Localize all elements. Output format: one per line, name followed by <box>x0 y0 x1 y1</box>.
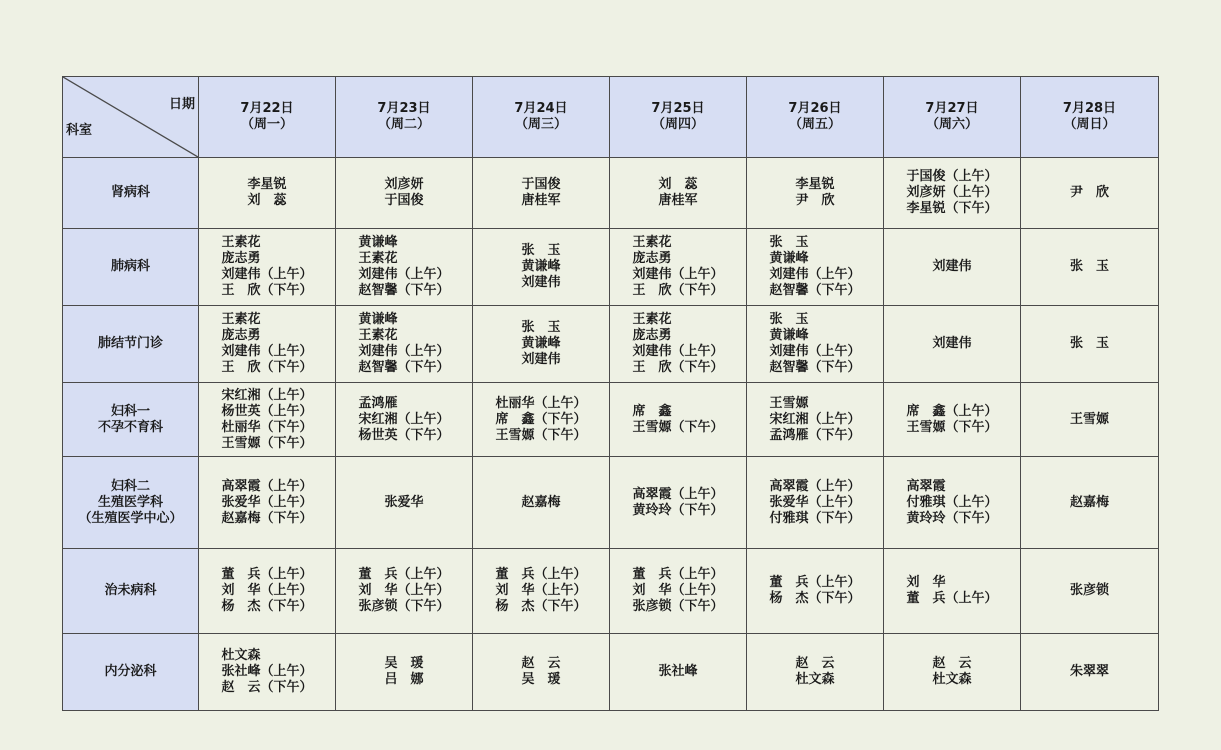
doctor-list <box>521 243 560 291</box>
day-header <box>199 77 336 158</box>
doctor-entry: 张彦锁 <box>1069 583 1109 598</box>
doctor-entry: 刘彦妍（上午） <box>906 185 998 200</box>
doctor-entry: 刘 华（上午） <box>358 583 450 598</box>
doctor-entry: 高翠霞 <box>906 478 946 494</box>
doctor-entry: 杨 杰（下午） <box>769 591 861 606</box>
doctor-entry: 吴 瑗 <box>521 672 561 687</box>
doctor-entry: 董 兵（上午） <box>221 567 313 582</box>
doctor-entry: 张爱华（上午） <box>221 494 313 510</box>
schedule-cell <box>747 457 884 549</box>
day-date: 7月23日 <box>377 101 431 116</box>
schedule-cell <box>1021 549 1159 634</box>
doctor-entry: 张 玉 <box>769 235 809 250</box>
schedule-cell <box>884 634 1021 711</box>
doctor-list <box>221 388 312 452</box>
doctor-list <box>632 567 723 615</box>
doctor-list <box>221 479 312 527</box>
day-header <box>473 77 610 158</box>
doctor-entry: 付雅琪（上午） <box>906 494 998 510</box>
schedule-cell <box>473 158 610 229</box>
department-cell <box>63 158 199 229</box>
doctor-entry: 唐桂军 <box>658 193 698 208</box>
doctor-entry: 王素花 <box>632 312 672 327</box>
schedule-cell <box>747 383 884 457</box>
day-header <box>1021 77 1159 158</box>
doctor-entry: 于国俊 <box>521 177 561 192</box>
schedule-cell <box>199 306 336 383</box>
doctor-entry: 王素花 <box>358 251 398 266</box>
doctor-entry: 张社峰（上午） <box>221 664 313 679</box>
schedule-cell <box>884 158 1021 229</box>
doctor-list <box>906 404 997 436</box>
doctor-entry: 刘建伟（上午） <box>358 267 450 282</box>
doctor-entry: 张 玉 <box>521 243 561 258</box>
doctor-entry: 刘建伟（上午） <box>632 267 724 282</box>
doctor-entry: 刘建伟 <box>932 259 972 274</box>
doctor-entry: 赵智馨（下午） <box>358 360 450 375</box>
doctor-entry: 王雪嫄 <box>1069 411 1109 427</box>
doctor-entry: 赵嘉梅 <box>1069 494 1109 510</box>
doctor-entry: 张爱华（上午） <box>769 494 861 510</box>
doctor-entry: 高翠霞（上午） <box>632 486 724 502</box>
schedule-cell <box>884 229 1021 306</box>
schedule-cell <box>1021 229 1159 306</box>
day-weekday: （周四） <box>651 117 704 132</box>
doctor-list <box>384 495 423 511</box>
day-header <box>747 77 884 158</box>
doctor-entry: 庞志勇 <box>221 328 261 343</box>
schedule-cell <box>473 634 610 711</box>
schedule-sheet <box>62 76 1158 695</box>
table-row <box>63 383 1159 457</box>
doctor-entry: 杨 杰（下午） <box>221 599 313 614</box>
doctor-entry: 王雪嫄 <box>769 395 809 411</box>
schedule-cell <box>199 229 336 306</box>
doctor-entry: 赵 云（下午） <box>221 680 313 695</box>
doctor-list <box>221 312 312 376</box>
doctor-entry: 刘建伟（上午） <box>358 344 450 359</box>
schedule-cell <box>336 634 473 711</box>
schedule-cell <box>199 634 336 711</box>
doctor-list <box>358 396 449 444</box>
day-weekday: （周二） <box>377 117 430 132</box>
department-cell <box>63 457 199 549</box>
doctor-entry: 孟鸿雁（下午） <box>769 427 861 443</box>
doctor-list <box>906 169 997 217</box>
doctor-entry: 宋红湘（上午） <box>358 411 450 427</box>
doctor-entry: 刘 华（上午） <box>632 583 724 598</box>
doctor-entry: 杜文森 <box>221 648 261 663</box>
department-name: （生殖医学中心） <box>78 510 183 526</box>
doctor-list <box>906 575 997 607</box>
schedule-cell <box>884 457 1021 549</box>
doctor-list <box>221 648 312 696</box>
department-cell <box>63 549 199 634</box>
doctor-list <box>384 177 423 209</box>
doctor-entry: 刘建伟（上午） <box>632 344 724 359</box>
schedule-cell <box>884 549 1021 634</box>
diagonal-line <box>63 77 198 157</box>
doctor-entry: 董 兵（上午） <box>495 567 587 582</box>
doctor-list <box>221 567 312 615</box>
doctor-list <box>1070 259 1109 275</box>
doctor-entry: 王 欣（下午） <box>221 283 313 298</box>
doctor-list <box>495 396 586 444</box>
doctor-list <box>795 656 834 688</box>
schedule-cell <box>1021 383 1159 457</box>
doctor-entry: 杨世英（下午） <box>358 427 450 443</box>
schedule-cell <box>1021 158 1159 229</box>
corner-date-label: 日期 <box>168 97 195 112</box>
doctor-entry: 王雪嫄（下午） <box>221 435 313 451</box>
table-row <box>63 229 1159 306</box>
schedule-cell <box>747 158 884 229</box>
doctor-entry: 杨世英（上午） <box>221 403 313 419</box>
schedule-cell <box>1021 457 1159 549</box>
doctor-list <box>769 479 860 527</box>
doctor-entry: 张 玉 <box>1069 259 1109 274</box>
doctor-entry: 董 兵（上午） <box>769 575 861 590</box>
doctor-entry: 席 鑫（上午） <box>906 403 998 419</box>
doctor-entry: 吴 瑗 <box>384 656 424 671</box>
doctor-entry: 李星锐 <box>247 177 287 192</box>
schedule-cell <box>884 306 1021 383</box>
schedule-cell <box>747 634 884 711</box>
schedule-cell <box>610 229 747 306</box>
department-cell <box>63 383 199 457</box>
doctor-entry: 刘建伟 <box>932 336 972 351</box>
doctor-entry: 尹 欣 <box>795 193 835 208</box>
doctor-entry: 刘建伟（上午） <box>221 344 313 359</box>
doctor-entry: 张爱华 <box>384 494 424 510</box>
doctor-entry: 王 欣（下午） <box>221 360 313 375</box>
doctor-entry: 朱翠翠 <box>1069 664 1109 679</box>
doctor-entry: 于国俊 <box>384 193 424 208</box>
doctor-entry: 赵嘉梅 <box>521 494 561 510</box>
corner-dept-label: 科室 <box>66 123 93 138</box>
doctor-entry: 王素花 <box>632 235 672 250</box>
doctor-entry: 吕 娜 <box>384 672 424 687</box>
doctor-entry: 庞志勇 <box>632 328 672 343</box>
doctor-entry: 李星锐 <box>795 177 835 192</box>
doctor-entry: 赵智馨（下午） <box>358 283 450 298</box>
doctor-entry: 王雪嫄（下午） <box>495 427 587 443</box>
schedule-cell <box>473 457 610 549</box>
doctor-entry: 刘建伟（上午） <box>221 267 313 282</box>
doctor-list <box>221 235 312 299</box>
doctor-entry: 王素花 <box>221 235 261 250</box>
day-date: 7月24日 <box>514 101 568 116</box>
department-name: 治未病科 <box>104 583 157 598</box>
schedule-cell <box>747 549 884 634</box>
doctor-entry: 张 玉 <box>521 320 561 335</box>
schedule-cell <box>473 383 610 457</box>
doctor-entry: 唐桂军 <box>521 193 561 208</box>
doctor-entry: 刘建伟（上午） <box>769 344 861 359</box>
day-header <box>610 77 747 158</box>
table-row <box>63 634 1159 711</box>
department-cell <box>63 634 199 711</box>
doctor-entry: 赵嘉梅（下午） <box>221 510 313 526</box>
doctor-list <box>932 336 971 352</box>
schedule-cell <box>336 457 473 549</box>
doctor-entry: 刘 华（上午） <box>495 583 587 598</box>
doctor-list <box>1070 664 1109 680</box>
schedule-cell <box>199 457 336 549</box>
doctor-entry: 黄谦峰 <box>521 259 561 274</box>
table-row <box>63 457 1159 549</box>
doctor-entry: 张 玉 <box>769 312 809 327</box>
doctor-entry: 刘 蕊 <box>247 193 287 208</box>
doctor-entry: 杜文森 <box>932 672 972 687</box>
doctor-list <box>932 259 971 275</box>
schedule-cell <box>473 306 610 383</box>
doctor-entry: 刘 蕊 <box>658 177 698 192</box>
doctor-entry: 席 鑫（下午） <box>495 411 587 427</box>
day-date: 7月26日 <box>788 101 842 116</box>
doctor-list <box>521 177 560 209</box>
doctor-list <box>795 177 834 209</box>
header-row <box>63 77 1159 158</box>
doctor-entry: 赵智馨（下午） <box>769 283 861 298</box>
doctor-entry: 张彦锁（下午） <box>358 599 450 614</box>
schedule-cell <box>199 158 336 229</box>
doctor-entry: 尹 欣 <box>1069 185 1109 200</box>
day-weekday: （周日） <box>1063 117 1116 132</box>
doctor-entry: 黄玲玲（下午） <box>906 510 998 526</box>
doctor-list <box>521 495 560 511</box>
doctor-list <box>358 567 449 615</box>
doctor-entry: 刘 华 <box>906 575 946 590</box>
doctor-entry: 王 欣（下午） <box>632 360 724 375</box>
department-name: 内分泌科 <box>104 664 157 679</box>
schedule-cell <box>336 229 473 306</box>
doctor-list <box>769 235 860 299</box>
doctor-entry: 赵 云 <box>932 656 972 671</box>
doctor-entry: 宋红湘（上午） <box>769 411 861 427</box>
day-header <box>336 77 473 158</box>
schedule-cell <box>747 229 884 306</box>
doctor-entry: 王素花 <box>358 328 398 343</box>
doctor-entry: 赵智馨（下午） <box>769 360 861 375</box>
doctor-entry: 杜丽华（上午） <box>495 395 587 411</box>
day-weekday: （周六） <box>925 117 978 132</box>
table-row <box>63 549 1159 634</box>
corner-header <box>63 77 199 158</box>
doctor-list <box>658 664 697 680</box>
doctor-entry: 董 兵（上午） <box>906 591 998 606</box>
doctor-entry: 孟鸿雁 <box>358 395 398 411</box>
schedule-cell <box>747 306 884 383</box>
department-name: 妇科二 <box>110 478 150 494</box>
doctor-list <box>358 235 449 299</box>
doctor-entry: 庞志勇 <box>221 251 261 266</box>
doctor-entry: 付雅琪（下午） <box>769 510 861 526</box>
doctor-entry: 刘 华（上午） <box>221 583 313 598</box>
doctor-list <box>1070 495 1109 511</box>
doctor-entry: 刘彦妍 <box>384 177 424 192</box>
table-row <box>63 158 1159 229</box>
doctor-list <box>906 479 997 527</box>
schedule-table <box>62 76 1159 711</box>
schedule-cell <box>199 383 336 457</box>
department-name: 肺病科 <box>110 259 150 274</box>
schedule-cell <box>336 383 473 457</box>
schedule-cell <box>336 158 473 229</box>
doctor-entry: 张社峰 <box>658 664 698 679</box>
day-date: 7月28日 <box>1062 101 1117 116</box>
day-weekday: （周五） <box>788 117 841 132</box>
doctor-list <box>769 312 860 376</box>
schedule-cell <box>336 549 473 634</box>
doctor-entry: 李星锐（下午） <box>906 201 998 216</box>
department-cell <box>63 306 199 383</box>
department-name: 妇科一 <box>110 403 150 419</box>
day-date: 7月22日 <box>240 101 294 116</box>
doctor-list <box>769 575 860 607</box>
doctor-entry: 董 兵（上午） <box>358 567 450 582</box>
doctor-entry: 王 欣（下午） <box>632 283 724 298</box>
doctor-list <box>521 656 560 688</box>
schedule-cell <box>610 158 747 229</box>
doctor-list <box>932 656 971 688</box>
schedule-cell <box>610 549 747 634</box>
doctor-entry: 刘建伟 <box>521 275 561 290</box>
doctor-entry: 张 玉 <box>1069 336 1109 351</box>
doctor-list <box>495 567 586 615</box>
day-weekday: （周一） <box>240 117 293 132</box>
doctor-entry: 黄谦峰 <box>358 312 398 327</box>
department-name: 生殖医学科 <box>97 494 163 510</box>
doctor-entry: 刘建伟 <box>521 352 561 367</box>
schedule-cell <box>473 229 610 306</box>
day-date: 7月25日 <box>651 101 705 116</box>
doctor-list <box>247 177 286 209</box>
doctor-list <box>632 312 723 376</box>
doctor-list <box>632 404 723 436</box>
doctor-list <box>358 312 449 376</box>
department-name: 肺结节门诊 <box>97 336 163 351</box>
doctor-entry: 黄谦峰 <box>769 251 809 266</box>
day-date: 7月27日 <box>925 101 979 116</box>
department-name: 肾病科 <box>110 185 150 200</box>
schedule-cell <box>610 383 747 457</box>
doctor-entry: 席 鑫 <box>632 403 672 419</box>
doctor-list <box>1070 412 1109 428</box>
schedule-cell <box>199 549 336 634</box>
schedule-cell <box>1021 634 1159 711</box>
doctor-entry: 高翠霞（上午） <box>221 478 313 494</box>
doctor-entry: 王素花 <box>221 312 261 327</box>
department-cell <box>63 229 199 306</box>
doctor-entry: 宋红湘（上午） <box>221 387 313 403</box>
doctor-list <box>1070 336 1109 352</box>
doctor-entry: 刘建伟（上午） <box>769 267 861 282</box>
schedule-cell <box>473 549 610 634</box>
schedule-cell <box>884 383 1021 457</box>
doctor-list <box>769 396 860 444</box>
doctor-list <box>1070 583 1109 599</box>
schedule-cell <box>336 306 473 383</box>
doctor-entry: 黄谦峰 <box>769 328 809 343</box>
doctor-entry: 董 兵（上午） <box>632 567 724 582</box>
doctor-entry: 庞志勇 <box>632 251 672 266</box>
doctor-entry: 黄谦峰 <box>358 235 398 250</box>
table-row <box>63 306 1159 383</box>
doctor-entry: 黄谦峰 <box>521 336 561 351</box>
schedule-cell <box>610 306 747 383</box>
doctor-list <box>1070 185 1109 201</box>
doctor-entry: 张彦锁（下午） <box>632 599 724 614</box>
doctor-entry: 王雪嫄（下午） <box>906 419 998 435</box>
day-weekday: （周三） <box>514 117 567 132</box>
doctor-entry: 于国俊（上午） <box>906 169 998 184</box>
schedule-cell <box>1021 306 1159 383</box>
doctor-list <box>521 320 560 368</box>
doctor-list <box>632 487 723 519</box>
doctor-entry: 黄玲玲（下午） <box>632 502 724 518</box>
doctor-list <box>632 235 723 299</box>
doctor-entry: 高翠霞（上午） <box>769 478 861 494</box>
schedule-cell <box>610 634 747 711</box>
doctor-entry: 赵 云 <box>795 656 835 671</box>
schedule-cell <box>610 457 747 549</box>
doctor-entry: 杨 杰（下午） <box>495 599 587 614</box>
doctor-list <box>658 177 697 209</box>
day-header <box>884 77 1021 158</box>
department-name: 不孕不育科 <box>97 419 163 435</box>
schedule-body <box>63 158 1159 711</box>
doctor-list <box>384 656 423 688</box>
doctor-entry: 杜丽华（下午） <box>221 419 313 435</box>
doctor-entry: 王雪嫄（下午） <box>632 419 724 435</box>
doctor-entry: 赵 云 <box>521 656 561 671</box>
doctor-entry: 杜文森 <box>795 672 835 687</box>
